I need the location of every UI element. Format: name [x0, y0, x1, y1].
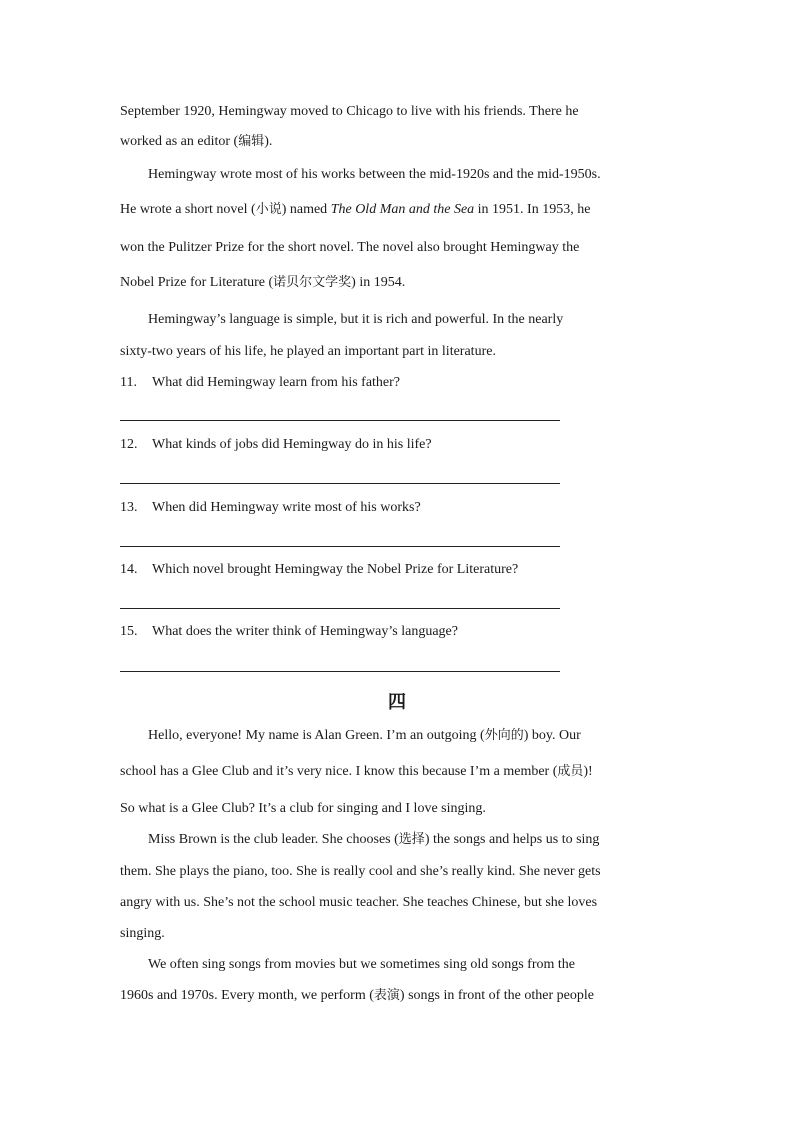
section-heading: 四: [388, 692, 406, 713]
question-13: 13. When did Hemingway write most of his works?: [120, 500, 421, 515]
passage2-line-2: school has a Glee Club and it’s very nice. I know this because I’m a member (成员)!: [120, 764, 593, 779]
novel-title: The Old Man and the Sea: [330, 202, 475, 217]
passage1-line-7: Hemingway’s language is simple, but it is rich and powerful. In the nearly: [148, 312, 564, 327]
answer-line-14[interactable]: [120, 608, 560, 609]
passage1-line-5: won the Pulitzer Prize for the short novel. The novel also brought Hemingway the: [120, 240, 580, 255]
answer-line-13[interactable]: [120, 546, 560, 547]
passage2-line-6: angry with us. She’s not the school music teacher. She teaches Chinese, but she loves: [120, 895, 598, 910]
passage2-line-1: Hello, everyone! My name is Alan Green. I’m an outgoing (外向的) boy. Our: [148, 728, 581, 743]
passage2-line-4: Miss Brown is the club leader. She chooses (选择) the songs and helps us to sing: [148, 832, 600, 847]
answer-line-12[interactable]: [120, 483, 560, 484]
passage2-line-5: them. She plays the piano, too. She is really cool and she’s really kind. She never gets: [120, 864, 601, 879]
question-14: 14. Which novel brought Hemingway the Nobel Prize for Literature?: [120, 562, 519, 577]
passage1-line-2: worked as an editor (编辑).: [120, 134, 273, 149]
answer-line-15[interactable]: [120, 671, 560, 672]
passage1-line-4: He wrote a short novel (小说) named The Old Man and the Sea in 1951. In 1953, he: [120, 202, 591, 217]
passage2-line-7: singing.: [120, 926, 165, 941]
question-12: 12. What kinds of jobs did Hemingway do in his life?: [120, 437, 432, 452]
passage2-line-9: 1960s and 1970s. Every month, we perform (表演) songs in front of the other people: [120, 988, 594, 1003]
passage1-line-8: sixty-two years of his life, he played an important part in literature.: [120, 344, 496, 359]
passage2-line-8: We often sing songs from movies but we sometimes sing old songs from the: [148, 957, 575, 972]
passage1-line-6: Nobel Prize for Literature (诺贝尔文学奖) in 1954.: [120, 275, 406, 290]
passage1-line-1: September 1920, Hemingway moved to Chicago to live with his friends. There he: [120, 104, 579, 119]
passage2-line-3: So what is a Glee Club? It’s a club for singing and I love singing.: [120, 801, 486, 816]
answer-line-11[interactable]: [120, 420, 560, 421]
question-11: 11. What did Hemingway learn from his father?: [120, 375, 401, 390]
question-15: 15. What does the writer think of Hemingway’s language?: [120, 624, 458, 639]
passage1-line-3: Hemingway wrote most of his works between the mid-1920s and the mid-1950s.: [148, 167, 601, 182]
